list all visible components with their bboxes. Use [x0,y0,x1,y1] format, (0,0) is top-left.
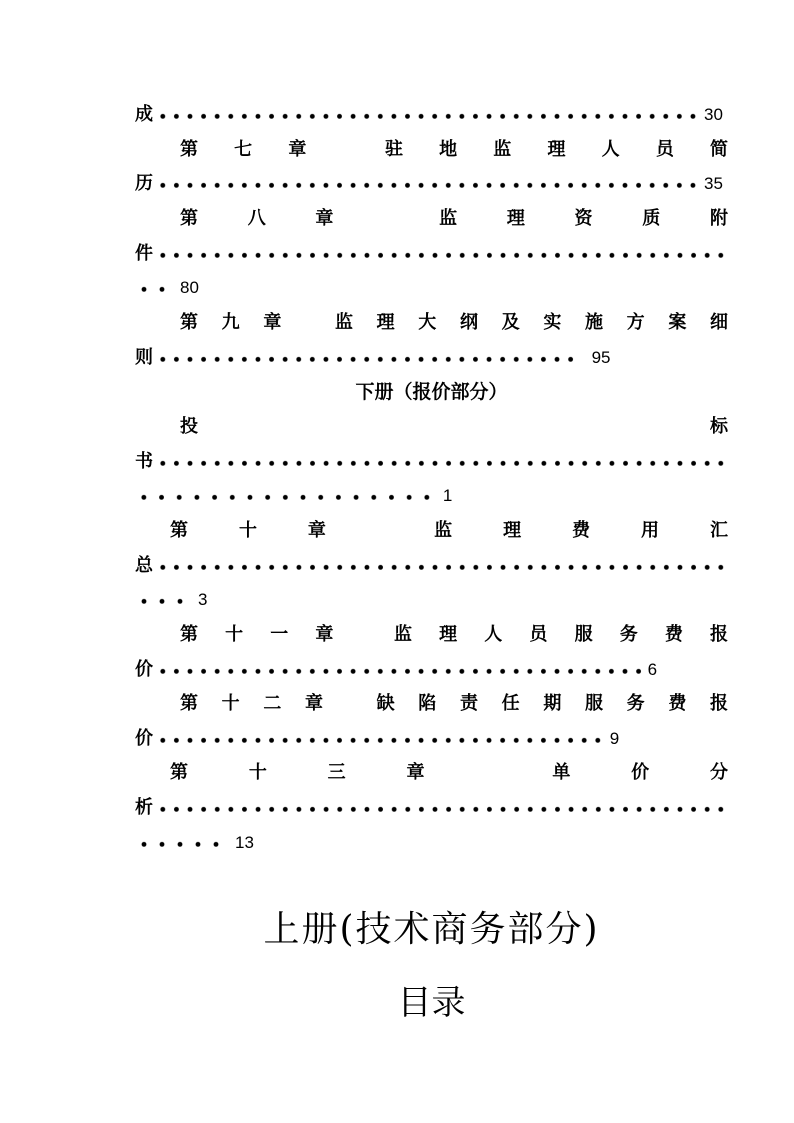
dot-leader [156,791,728,826]
dot-leader [156,237,728,272]
dot-leader [135,583,189,618]
toc-continuation-line [135,98,728,133]
toc-continuation-line [135,167,728,202]
toc-page-number[interactable]: 13 [235,832,254,852]
section-title: 上册(技术商务部分) [263,909,600,950]
toc-page-number[interactable]: 35 [704,174,723,194]
dot-leader [156,167,700,202]
toc-last-char: 成 [135,104,153,125]
toc-continuation-line [135,653,728,688]
toc-last-char: 价 [135,727,153,749]
toc-continuation-line [135,237,728,272]
toc-tail-line [135,271,728,306]
toc-entry-title-line[interactable]: 第十一章 监理人员服务费报 [180,623,728,645]
toc-entry-title-line[interactable]: 投标 [180,415,728,437]
dot-leader [156,98,700,133]
toc-list [135,98,728,860]
toc-continuation-line [135,722,728,757]
toc-last-char: 价 [135,658,153,680]
toc-continuation-line [135,791,728,826]
toc-last-char: 析 [135,797,153,819]
toc-last-char: 件 [135,242,153,264]
toc-tail-line [135,583,728,618]
volume-heading: 下册（报价部分） [355,381,508,404]
toc-page-number[interactable]: 6 [647,659,658,679]
dot-leader [156,653,646,688]
toc-last-char: 历 [135,173,153,195]
dot-leader [156,549,728,584]
toc-entry-title-line[interactable]: 第七章 驻地监理人员简 [180,138,728,160]
toc-page-number[interactable]: 1 [442,486,453,506]
section-subtitle: 目录 [397,983,466,1023]
toc-entry-title-line[interactable]: 第八章 监理资质附 [180,207,728,229]
dot-leader [156,722,605,757]
toc-tail-line [135,479,728,514]
toc-continuation-line [135,549,728,584]
dot-leader [135,271,171,306]
toc-page-number[interactable]: 30 [704,105,723,124]
toc-last-char: 则 [135,346,153,368]
dot-leader [135,479,436,514]
dot-leader [156,445,728,480]
toc-entry-title-line[interactable]: 第十章 监理费用汇 [170,519,728,541]
toc-page-number[interactable]: 95 [591,347,611,367]
toc-last-char: 书 [135,450,153,472]
toc-last-char: 总 [135,554,153,576]
dot-leader [156,341,578,376]
dot-leader [135,826,225,861]
toc-tail-line [135,826,728,861]
toc-page-number[interactable]: 80 [180,278,199,298]
toc-page-number[interactable]: 3 [198,590,208,610]
toc-page-number[interactable]: 9 [609,728,620,748]
toc-entry-title-line[interactable]: 第十三章 单价分 [170,762,728,784]
toc-entry-title-line[interactable]: 第十二章 缺陷责任期服务费报 [180,693,728,715]
toc-continuation-line [135,445,728,480]
toc-continuation-line [135,341,728,376]
toc-entry-title-line[interactable]: 第九章 监理大纲及实施方案细 [180,311,728,333]
